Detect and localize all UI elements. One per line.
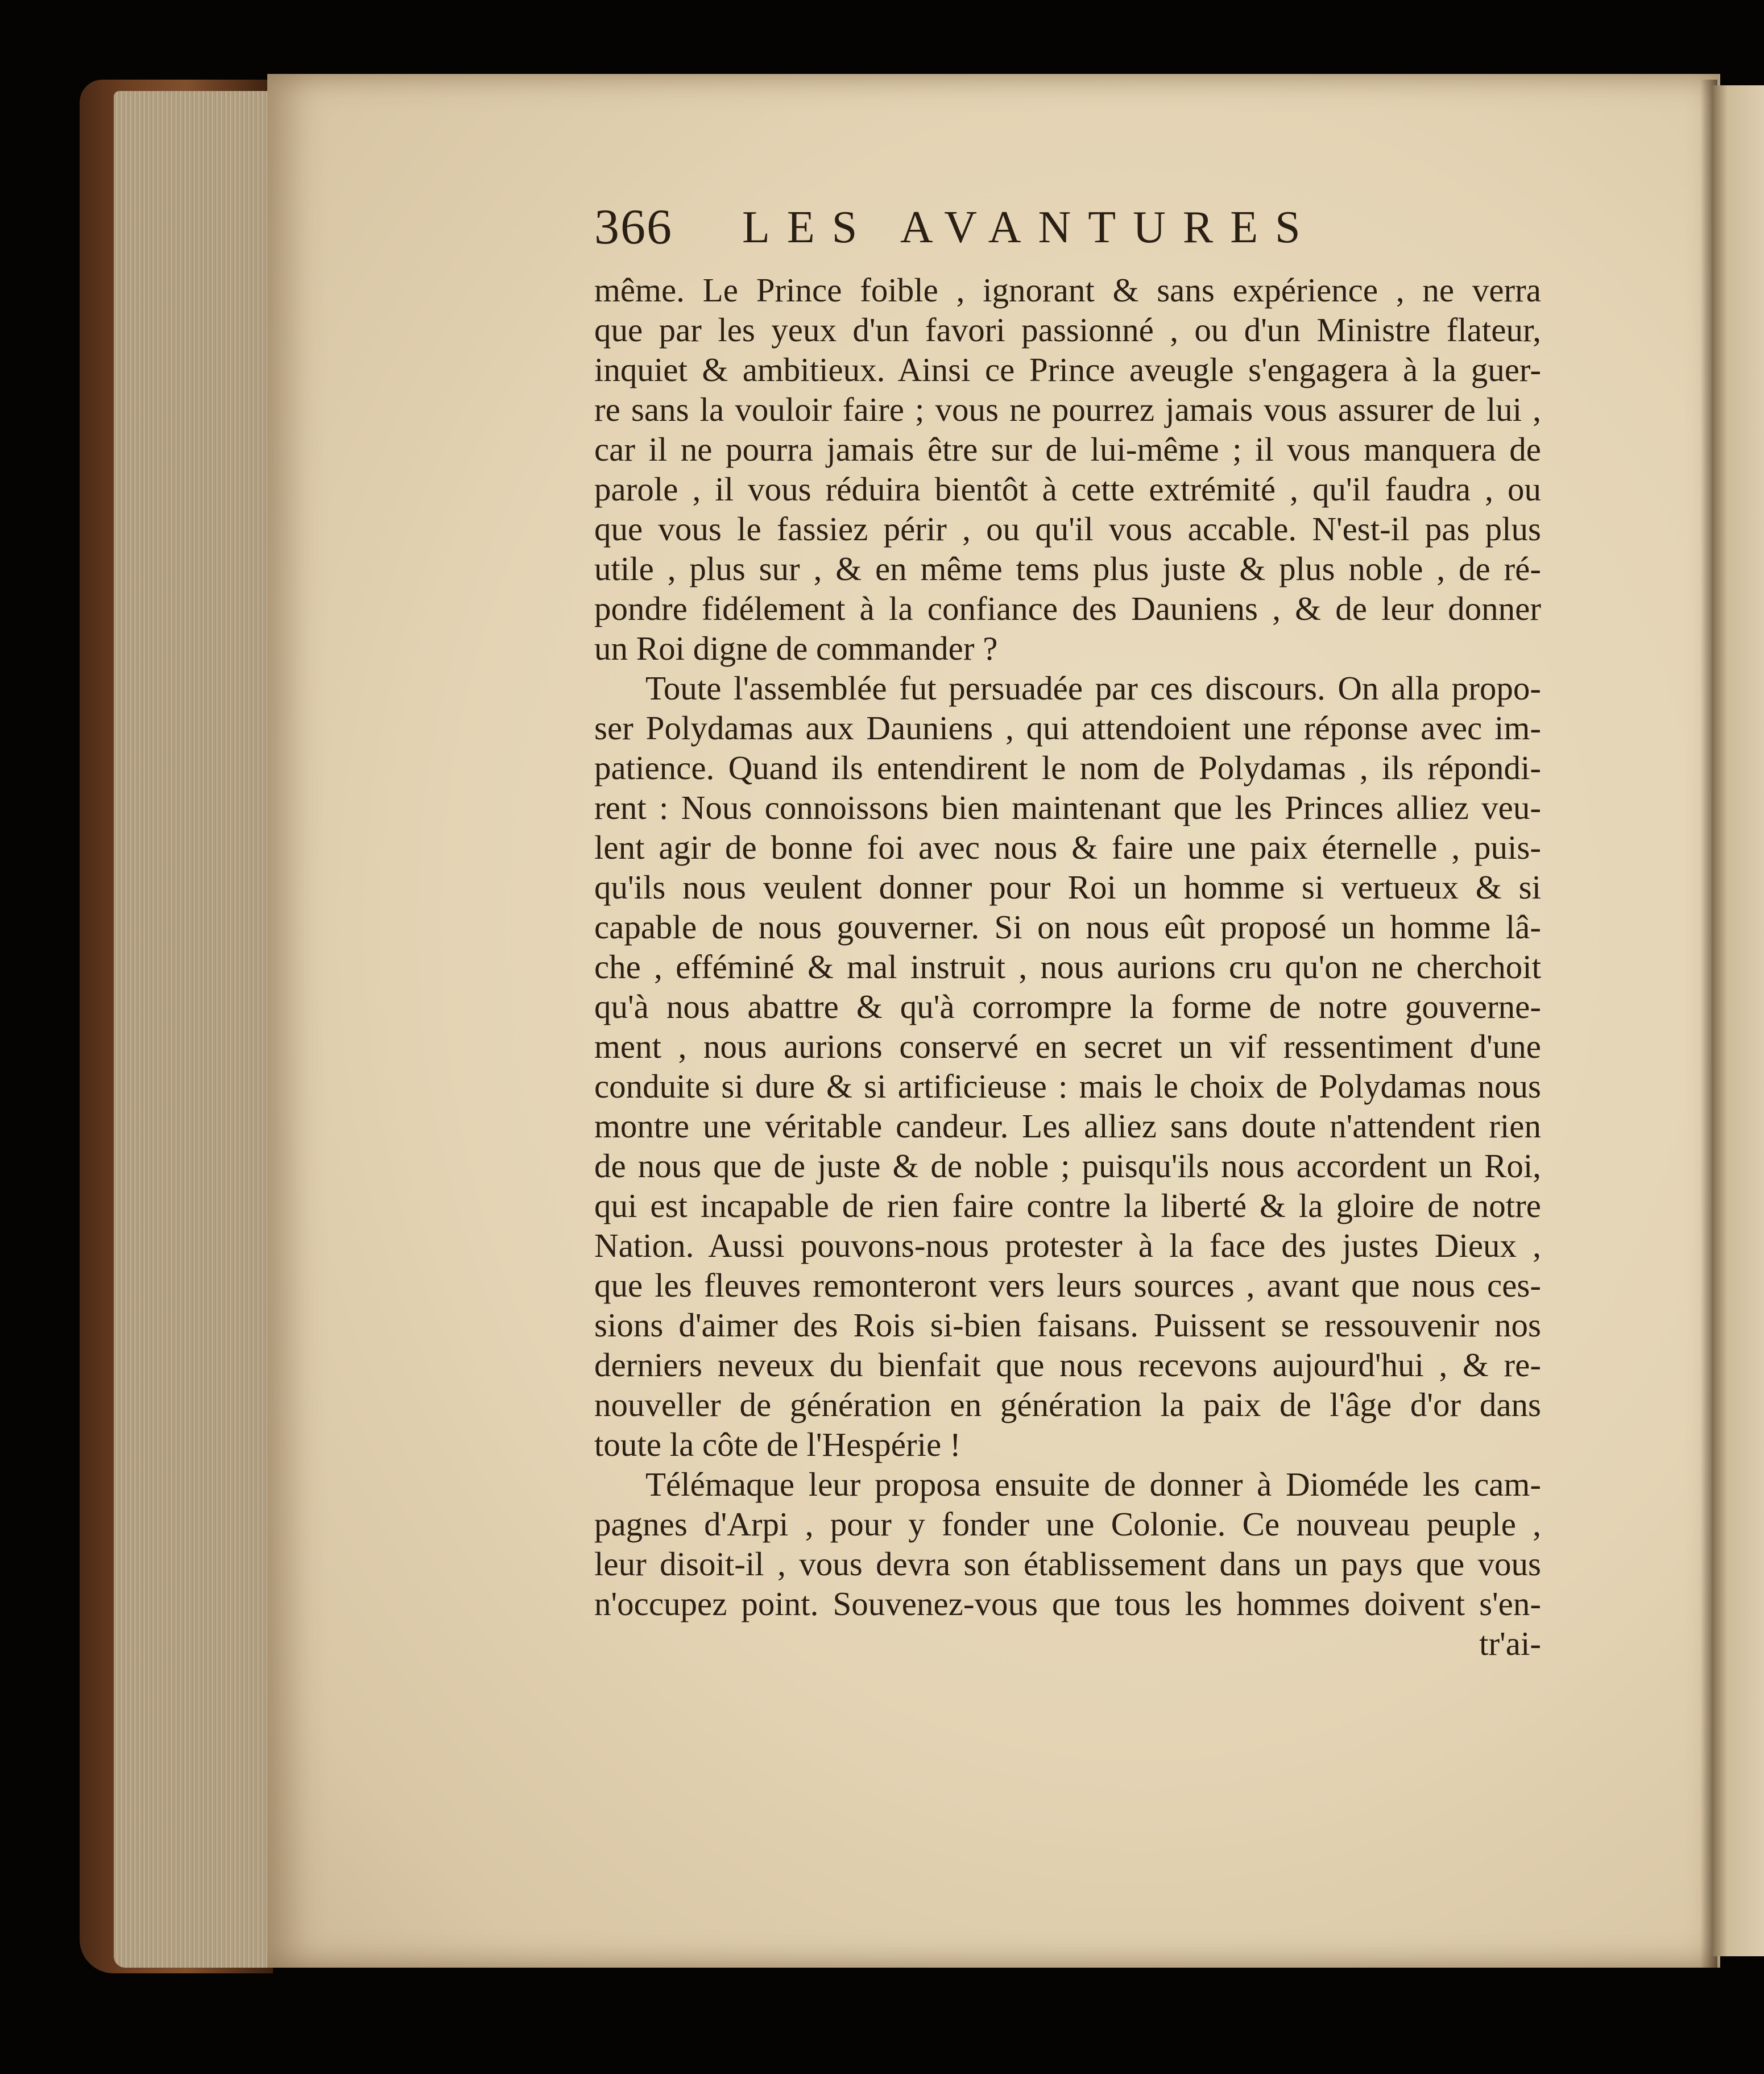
page-number: 366: [594, 200, 673, 255]
text-line: conduite si dure & si artificieuse : mais le choix de Polydamas nous: [594, 1067, 1541, 1105]
text-line: lent agir de bonne foi avec nous & faire une paix éternelle , puis-: [594, 829, 1541, 866]
text-line: montre une véritable candeur. Les alliez sans doute n'attendent rien: [594, 1107, 1541, 1145]
text-line: pagnes d'Arpi , pour y fonder une Colonie. Ce nouveau peuple ,: [594, 1505, 1541, 1543]
text-line: nouveller de génération en génération la paix de l'âge d'or dans: [594, 1386, 1541, 1423]
facing-page-edge: [1712, 85, 1764, 1956]
text-line: même. Le Prince foible , ignorant & sans expérience , ne verra: [594, 271, 1541, 309]
text-line: pondre fidélement à la confiance des Dauniens , & de leur donner: [594, 590, 1541, 627]
running-head: [594, 196, 1541, 259]
text-line: derniers neveux du bienfait que nous recevons aujourd'hui , & re-: [594, 1346, 1541, 1384]
text-line: sions d'aimer des Rois si-bien faisans. Puissent se ressouvenir nos: [594, 1306, 1541, 1344]
text-line: qui est incapable de rien faire contre la liberté & la gloire de notre: [594, 1187, 1541, 1224]
text-line: Nation. Aussi pouvons-nous protester à la face des justes Dieux ,: [594, 1227, 1541, 1264]
text-line: qu'ils nous veulent donner pour Roi un homme si vertueux & si: [594, 868, 1541, 906]
text-line: ment , nous aurions conservé en secret un vif ressentiment d'une: [594, 1028, 1541, 1065]
text-line: utile , plus sur , & en même tems plus juste & plus noble , de ré-: [594, 550, 1541, 587]
text-line: toute la côte de l'Hespérie !: [594, 1426, 961, 1463]
text-line: patience. Quand ils entendirent le nom de Polydamas , ils répondi-: [594, 749, 1541, 786]
page-fore-edge: [114, 91, 279, 1968]
text-line: qu'à nous abattre & qu'à corrompre la forme de notre gouverne-: [594, 988, 1541, 1025]
text-line: leur disoit-il , vous devra son établissement dans un pays que vous: [594, 1545, 1541, 1583]
text-line: che , efféminé & mal instruit , nous aurions cru qu'on ne cherchoit: [594, 948, 1541, 986]
text-line: un Roi digne de commander ?: [594, 630, 998, 667]
running-title: LES AVANTURES: [742, 202, 1318, 252]
text-line: que par les yeux d'un favori passionné , ou d'un Ministre flateur,: [594, 311, 1541, 349]
catchword: tr'ai-: [1479, 1625, 1541, 1662]
text-line: parole , il vous réduira bientôt à cette extrémité , qu'il faudra , ou: [594, 470, 1541, 508]
text-line: capable de nous gouverner. Si on nous eût proposé un homme lâ-: [594, 908, 1541, 946]
body-text: [594, 270, 1541, 1663]
paragraph-start-line: Télémaque leur proposa ensuite de donner à Dioméde les cam-: [645, 1466, 1541, 1503]
text-line: que les fleuves remonteront vers leurs sources , avant que nous ces-: [594, 1266, 1541, 1304]
text-line: inquiet & ambitieux. Ainsi ce Prince aveugle s'engagera à la guer-: [594, 351, 1541, 388]
text-line: de nous que de juste & de noble ; puisqu'ils nous accordent un Roi,: [594, 1147, 1541, 1185]
text-line: ser Polydamas aux Dauniens , qui attendoient une réponse avec im-: [594, 709, 1541, 747]
text-line: rent : Nous connoissons bien maintenant que les Princes alliez veu-: [594, 789, 1541, 826]
text-line: n'occupez point. Souvenez-vous que tous les hommes doivent s'en-: [594, 1585, 1541, 1622]
paragraph-start-line: Toute l'assemblée fut persuadée par ces discours. On alla propo-: [645, 669, 1541, 707]
text-line: car il ne pourra jamais être sur de lui-même ; il vous manquera de: [594, 430, 1541, 468]
text-line: re sans la vouloir faire ; vous ne pourrez jamais vous assurer de lui ,: [594, 391, 1541, 428]
text-line: que vous le fassiez périr , ou qu'il vous accable. N'est-il pas plus: [594, 510, 1541, 548]
